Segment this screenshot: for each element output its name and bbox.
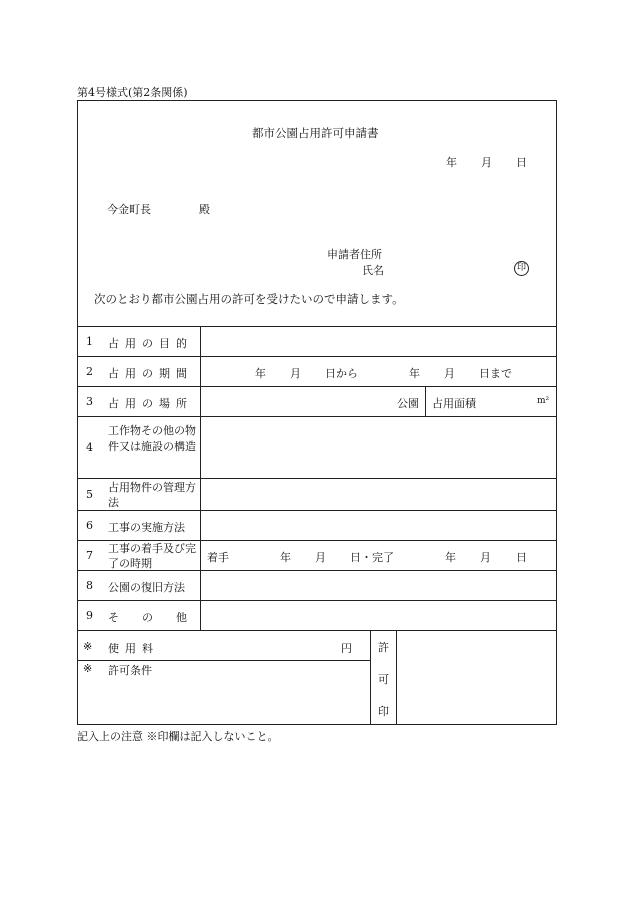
seal-mark: 印 — [514, 261, 529, 276]
permit-column-right — [396, 630, 397, 725]
fee-divider — [77, 660, 370, 661]
schedule-end-year: 年 — [445, 551, 456, 564]
row-label-period: 占用の期間 — [108, 367, 193, 380]
label-column-divider — [200, 326, 201, 630]
row-label-work-method: 工事の実施方法 — [108, 521, 185, 534]
period-from-day: 日から — [325, 367, 358, 380]
schedule-end-month: 月 — [480, 551, 491, 564]
row-number-3: 3 — [86, 395, 93, 408]
row-label-restoration: 公園の復旧方法 — [108, 581, 185, 594]
period-from-month: 月 — [290, 367, 301, 380]
other-field[interactable] — [205, 603, 553, 627]
row-divider — [77, 386, 557, 387]
row-divider — [77, 356, 557, 357]
form-border-right — [556, 100, 557, 725]
row-number-8: 8 — [86, 579, 93, 592]
date-month-label: 月 — [481, 156, 492, 169]
conditions-label: 許可条件 — [108, 664, 152, 677]
permit-column-left — [370, 630, 371, 725]
yen-label: 円 — [341, 642, 352, 655]
applicant-address-label: 申請者住所 — [327, 248, 382, 261]
schedule-start-year: 年 — [280, 551, 291, 564]
form-border-top — [77, 100, 557, 101]
row-number-5: 5 — [86, 488, 93, 501]
period-to-month: 月 — [444, 367, 455, 380]
form-number: 第4号様式(第2条関係) — [77, 86, 188, 99]
fee-mark: ※ — [83, 640, 93, 653]
row-label-other: その他 — [108, 611, 210, 624]
schedule-start-month: 月 — [315, 551, 326, 564]
row-divider — [77, 478, 557, 479]
row-divider — [77, 630, 557, 631]
conditions-mark: ※ — [83, 662, 93, 675]
filling-note: 記入上の注意 ※印欄は記入しないこと。 — [77, 730, 279, 743]
structure-field[interactable] — [205, 419, 553, 475]
place-field[interactable] — [205, 389, 395, 413]
row-number-1: 1 — [86, 335, 93, 348]
period-to-day: 日まで — [479, 367, 512, 380]
period-to-year: 年 — [409, 367, 420, 380]
area-column-divider — [425, 386, 426, 416]
permit-seal-char-2: 可 — [378, 673, 389, 686]
area-unit: m² — [537, 396, 550, 406]
work-method-field[interactable] — [205, 513, 553, 537]
honorific: 殿 — [199, 203, 210, 216]
row-number-9: 9 — [86, 609, 93, 622]
schedule-complete-label: 日・完了 — [350, 551, 394, 564]
row-label-structure: 工作物その他の物件又は施設の構造 — [108, 424, 196, 453]
restoration-field[interactable] — [205, 573, 553, 597]
row-number-7: 7 — [86, 549, 93, 562]
form-border-bottom — [77, 724, 557, 725]
management-field[interactable] — [205, 481, 553, 507]
form-border-left — [77, 100, 78, 725]
fee-label: 使用料 — [108, 642, 159, 655]
permit-seal-char-1: 許 — [378, 641, 389, 654]
form-title: 都市公園占用許可申請書 — [252, 126, 379, 140]
date-day-label: 日 — [516, 156, 527, 169]
park-suffix: 公園 — [397, 397, 419, 410]
row-label-place: 占用の場所 — [108, 397, 193, 410]
row-number-4: 4 — [86, 441, 93, 454]
row-divider — [77, 416, 557, 417]
request-text: 次のとおり都市公園占用の許可を受けたいので申請します。 — [94, 292, 404, 306]
row-label-purpose: 占用の目的 — [108, 337, 193, 350]
schedule-end-day: 日 — [516, 551, 527, 564]
purpose-field[interactable] — [205, 329, 553, 353]
area-label: 占用面積 — [432, 397, 476, 410]
permit-seal-char-3: 印 — [378, 705, 389, 718]
schedule-start-label: 着手 — [207, 551, 229, 564]
row-divider — [77, 600, 557, 601]
row-divider — [77, 326, 557, 327]
row-label-management: 占用物件の管理方法 — [108, 481, 196, 509]
row-number-6: 6 — [86, 519, 93, 532]
applicant-name-label: 氏名 — [362, 264, 384, 277]
row-divider — [77, 510, 557, 511]
addressee: 今金町長 — [107, 203, 151, 216]
period-from-year: 年 — [255, 367, 266, 380]
row-label-schedule: 工事の着手及び完了の時期 — [108, 542, 196, 570]
date-year-label: 年 — [446, 156, 457, 169]
row-number-2: 2 — [86, 365, 93, 378]
